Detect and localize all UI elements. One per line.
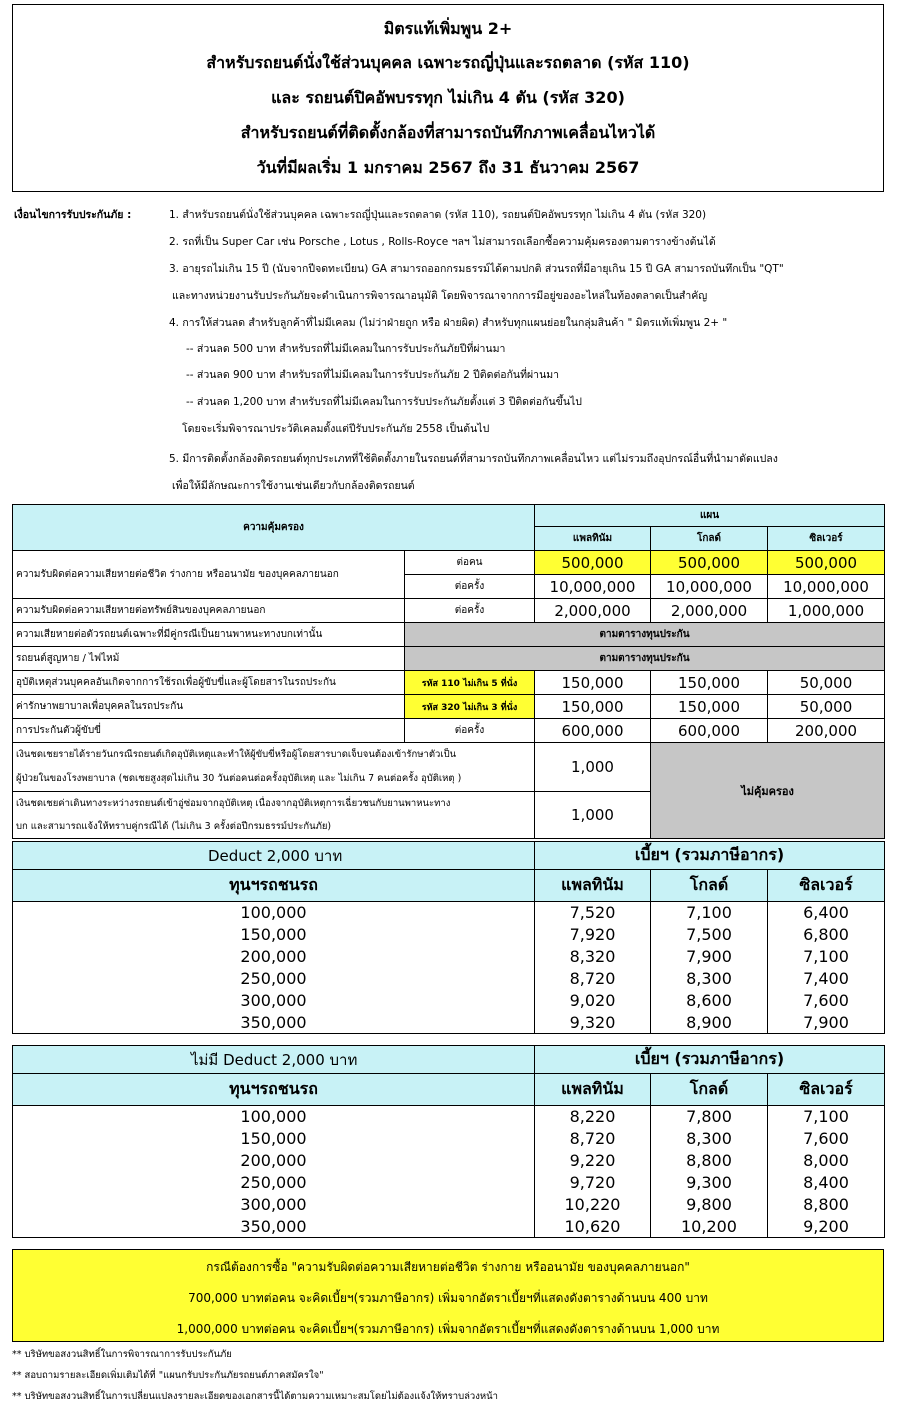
- premium-platinum-cell: 9,320: [535, 1012, 651, 1034]
- medical-gold: 150,000: [651, 695, 768, 719]
- life-per-person-silver: 500,000: [768, 551, 885, 575]
- sum-insured-cell: 350,000: [13, 1216, 535, 1238]
- code-110-seat-note: รหัส 110 ไม่เกิน 5 ที่นั่ง: [405, 671, 535, 695]
- condition-line: -- ส่วนลด 900 บาท สำหรับรถที่ไม่มีเคลมในการรับประกันภัย 2 ปีติดต่อกันที่ผ่านมา: [186, 369, 560, 381]
- plan-gold-header: โกลด์: [651, 527, 768, 551]
- premium-platinum-cell: 9,220: [535, 1150, 651, 1172]
- plan-silver-header: ซิลเวอร์: [768, 527, 885, 551]
- coverage-header: ความคุ้มครอง: [13, 505, 535, 551]
- accident-platinum: 150,000: [535, 671, 651, 695]
- premium-gold-cell: 7,900: [651, 946, 768, 968]
- unit-per-time: ต่อครั้ง: [405, 599, 535, 623]
- premium-platinum-cell: 10,620: [535, 1216, 651, 1238]
- travel-compensation-value: 1,000: [535, 792, 651, 839]
- condition-line: โดยจะเริ่มพิจารณาประวัติเคลมตั้งแต่ปีรับประกันภัย 2558 เป็นต้นไป: [182, 423, 490, 435]
- property-silver: 1,000,000: [768, 599, 885, 623]
- premium-platinum-cell: 8,720: [535, 968, 651, 990]
- table-row: [13, 1194, 885, 1216]
- condition-line: 1. สำหรับรถยนต์นั่งใช้ส่วนบุคคล เฉพาะรถญี่ปุ่นและรถตลาด (รหัส 110), รถยนต์ปิคอัพบรรทุก ไม่เกิน 4 ตัน (รหัส 320): [169, 209, 707, 221]
- daily-compensation-label-line1: เงินชดเชยรายได้รายวันกรณีรถยนต์เกิดอุบัติเหตุและทำให้ผู้ขับขี่หรือผู้โดยสารบาดเจ็บจนต้องเข้ารักษาตัวเป็น: [16, 749, 457, 760]
- bail-silver: 200,000: [768, 719, 885, 743]
- vehicle-damage-label: ความเสียหายต่อตัวรถยนต์เฉพาะที่มีคู่กรณีเป็นยานพาหนะทางบกเท่านั้น: [13, 623, 405, 647]
- table-row: [13, 902, 885, 924]
- sum-insured-cell: 350,000: [13, 1012, 535, 1034]
- sum-insured-cell: 250,000: [13, 968, 535, 990]
- unit-per-time: ต่อครั้ง: [405, 575, 535, 599]
- title-box: [12, 4, 884, 192]
- premium-silver-cell: 7,600: [768, 1128, 885, 1150]
- premium-gold-cell: 7,500: [651, 924, 768, 946]
- premium-platinum-cell: 10,220: [535, 1194, 651, 1216]
- driver-bail-label: การประกันตัวผู้ขับขี่: [13, 719, 405, 743]
- accident-gold: 150,000: [651, 671, 768, 695]
- life-per-time-silver: 10,000,000: [768, 575, 885, 599]
- premium-silver-cell: 8,800: [768, 1194, 885, 1216]
- bail-platinum: 600,000: [535, 719, 651, 743]
- life-per-time-platinum: 10,000,000: [535, 575, 651, 599]
- premium-gold-cell: 7,800: [651, 1106, 768, 1128]
- travel-compensation-label-line1: เงินชดเชยค่าเดินทางระหว่างรถยนต์เข้าอู่ซ่อมจากอุบัติเหตุ เนื่องจากอุบัติเหตุการเฉี่ยวชนกับยานพาหนะทาง: [16, 798, 451, 809]
- loss-fire-value: ตามตารางทุนประกัน: [405, 647, 885, 671]
- title-vehicle-code-320: และ รถยนต์ปิคอัพบรรทุก ไม่เกิน 4 ตัน (รหัส 320): [271, 88, 625, 107]
- vehicle-damage-value: ตามตารางทุนประกัน: [405, 623, 885, 647]
- daily-compensation-label-line2: ผู้ป่วยในของโรงพยาบาล (ชดเชยสูงสุดไม่เกิน 30 วันต่อคนต่อครั้งอุบัติเหตุ และ ไม่เกิน 7 คนต่อครั้ง อุบัติเหตุ ): [16, 773, 462, 784]
- premium-platinum-cell: 8,220: [535, 1106, 651, 1128]
- loss-fire-label: รถยนต์สูญหาย / ไฟไหม้: [13, 647, 405, 671]
- premium-silver-cell: 7,100: [768, 1106, 885, 1128]
- coverage-table: [12, 504, 885, 839]
- premium-gold-cell: 9,300: [651, 1172, 768, 1194]
- plan-gold-header: โกลด์: [651, 1074, 768, 1106]
- medical-expense-label: ค่ารักษาพยาบาลเพื่อบุคคลในรถประกัน: [13, 695, 405, 719]
- medical-silver: 50,000: [768, 695, 885, 719]
- footnote: ** บริษัทขอสงวนสิทธิ์ในการเปลี่ยนแปลงรายละเอียดของเอกสารนี้ได้ตามความเหมาะสมโดยไม่ต้องแจ้งให้ทราบล่วงหน้า: [12, 1391, 498, 1402]
- accident-silver: 50,000: [768, 671, 885, 695]
- conditions-section: [14, 200, 884, 500]
- life-liability-label: ความรับผิดต่อความเสียหายต่อชีวิต ร่างกาย หรืออนามัย ของบุคคลภายนอก: [13, 551, 405, 599]
- premium-silver-cell: 6,800: [768, 924, 885, 946]
- table-row: [13, 1128, 885, 1150]
- title-camera-condition: สำหรับรถยนต์ที่ติดตั้งกล้องที่สามารถบันทึกภาพเคลื่อนไหวได้: [240, 123, 656, 142]
- extra-note-line2: 700,000 บาทต่อคน จะคิดเบี้ยฯ(รวมภาษีอากร) เพิ่มจากอัตราเบี้ยฯที่แสดงดังตารางด้านบน 400 บาท: [188, 1291, 708, 1305]
- table-row: [13, 1106, 885, 1128]
- premium-silver-cell: 8,400: [768, 1172, 885, 1194]
- sum-insured-cell: 200,000: [13, 1150, 535, 1172]
- footnote: ** บริษัทขอสงวนสิทธิ์ในการพิจารณาการรับประกันภัย: [12, 1349, 232, 1360]
- property-platinum: 2,000,000: [535, 599, 651, 623]
- premium-platinum-cell: 9,720: [535, 1172, 651, 1194]
- sum-insured-cell: 200,000: [13, 946, 535, 968]
- sum-insured-cell: 100,000: [13, 902, 535, 924]
- table-row: [13, 1216, 885, 1238]
- premium-gold-cell: 8,600: [651, 990, 768, 1012]
- condition-line: 4. การให้ส่วนลด สำหรับลูกค้าที่ไม่มีเคลม (ไม่ว่าฝ่ายถูก หรือ ฝ่ายผิด) สำหรับทุกแผนย่อยในกลุ่มสินค้า " มิตรแท้เพิ่มพูน 2+ ": [169, 317, 728, 329]
- table-row: [13, 990, 885, 1012]
- travel-compensation-label-line2: บก และสามารถแจ้งให้ทราบคู่กรณีได้ (ไม่เกิน 3 ครั้งต่อปีกรมธรรม์ประกันภัย): [16, 821, 332, 832]
- footnote: ** สอบถามรายละเอียดเพิ่มเติมได้ที่ "แผนกรับประกันภัยรถยนต์ภาคสมัครใจ": [12, 1370, 324, 1381]
- table-row: [13, 946, 885, 968]
- title-product-name: มิตรแท้เพิ่มพูน 2+: [383, 19, 513, 38]
- table-row: [13, 924, 885, 946]
- premium-gold-cell: 8,800: [651, 1150, 768, 1172]
- premium-platinum-cell: 7,520: [535, 902, 651, 924]
- premium-silver-cell: 7,100: [768, 946, 885, 968]
- premium-silver-cell: 8,000: [768, 1150, 885, 1172]
- condition-line: เพื่อให้มีลักษณะการใช้งานเช่นเดียวกับกล้องติดรถยนต์: [172, 480, 415, 492]
- sum-insured-header: ทุนฯรถชนรถ: [13, 870, 535, 902]
- condition-line: 5. มีการติดตั้งกล้องติดรถยนต์ทุกประเภทที่ใช้ติดตั้งภายในรถยนต์ที่สามารถบันทึกภาพเคลื่อนไหว แต่ไม่รวมถึงอุปกรณ์อื่นที่นำมาดัดแปลง: [169, 453, 778, 465]
- sum-insured-cell: 150,000: [13, 924, 535, 946]
- plan-silver-header: ซิลเวอร์: [768, 870, 885, 902]
- not-covered-cell: ไม่คุ้มครอง: [651, 743, 885, 839]
- daily-compensation-value: 1,000: [535, 743, 651, 792]
- premium-table-deduct: [12, 841, 885, 1034]
- premium-platinum-cell: 8,320: [535, 946, 651, 968]
- premium-gold-cell: 8,900: [651, 1012, 768, 1034]
- plan-platinum-header: แพลทินัม: [535, 1074, 651, 1106]
- sum-insured-cell: 150,000: [13, 1128, 535, 1150]
- condition-line: 3. อายุรถไม่เกิน 15 ปี (นับจากปีจดทะเบียน) GA สามารถออกกรมธรรม์ได้ตามปกติ ส่วนรถที่มีอายุเกิน 15 ปี GA สามารถบันทึกเป็น "QT": [169, 263, 784, 275]
- sum-insured-cell: 300,000: [13, 990, 535, 1012]
- extra-note-line3: 1,000,000 บาทต่อคน จะคิดเบี้ยฯ(รวมภาษีอากร) เพิ่มจากอัตราเบี้ยฯที่แสดงดังตารางด้านบน 1,000 บาท: [176, 1322, 720, 1336]
- title-effective-date: วันที่มีผลเริ่ม 1 มกราคม 2567 ถึง 31 ธันวาคม 2567: [256, 158, 640, 177]
- premium-platinum-cell: 7,920: [535, 924, 651, 946]
- travel-compensation-label: [13, 792, 535, 839]
- premium-gold-cell: 7,100: [651, 902, 768, 924]
- premium-silver-cell: 7,600: [768, 990, 885, 1012]
- plan-platinum-header: แพลทินัม: [535, 527, 651, 551]
- sum-insured-cell: 250,000: [13, 1172, 535, 1194]
- plan-platinum-header: แพลทินัม: [535, 870, 651, 902]
- sum-insured-cell: 100,000: [13, 1106, 535, 1128]
- table-row: [13, 1012, 885, 1034]
- personal-accident-label: อุบัติเหตุส่วนบุคคลอันเกิดจากการใช้รถเพื่อผู้ขับขี่และผู้โดยสารในรถประกัน: [13, 671, 405, 695]
- deduct-title: Deduct 2,000 บาท: [13, 842, 535, 870]
- unit-per-person: ต่อคน: [405, 551, 535, 575]
- premium-silver-cell: 6,400: [768, 902, 885, 924]
- conditions-label: เงื่อนไขการรับประกันภัย :: [14, 209, 132, 221]
- life-per-person-gold: 500,000: [651, 551, 768, 575]
- title-vehicle-code-110: สำหรับรถยนต์นั่งใช้ส่วนบุคคล เฉพาะรถญี่ปุ่นและรถตลาด (รหัส 110): [206, 53, 690, 72]
- premium-silver-cell: 7,900: [768, 1012, 885, 1034]
- premium-header: เบี้ยฯ (รวมภาษีอากร): [535, 1046, 885, 1074]
- premium-header: เบี้ยฯ (รวมภาษีอากร): [535, 842, 885, 870]
- premium-platinum-cell: 9,020: [535, 990, 651, 1012]
- plan-header: แผน: [535, 505, 885, 527]
- plan-silver-header: ซิลเวอร์: [768, 1074, 885, 1106]
- condition-line: -- ส่วนลด 500 บาท สำหรับรถที่ไม่มีเคลมในการรับประกันภัยปีที่ผ่านมา: [186, 343, 506, 355]
- code-320-seat-note: รหัส 320 ไม่เกิน 3 ที่นั่ง: [405, 695, 535, 719]
- extra-coverage-note: [12, 1249, 884, 1342]
- premium-gold-cell: 9,800: [651, 1194, 768, 1216]
- condition-line: -- ส่วนลด 1,200 บาท สำหรับรถที่ไม่มีเคลมในการรับประกันภัยตั้งแต่ 3 ปีติดต่อกันขึ้นไป: [186, 396, 582, 408]
- medical-platinum: 150,000: [535, 695, 651, 719]
- premium-platinum-cell: 8,720: [535, 1128, 651, 1150]
- table-row: [13, 1172, 885, 1194]
- premium-gold-cell: 8,300: [651, 1128, 768, 1150]
- unit-per-time: ต่อครั้ง: [405, 719, 535, 743]
- premium-silver-cell: 7,400: [768, 968, 885, 990]
- life-per-person-platinum: 500,000: [535, 551, 651, 575]
- table-row: [13, 1150, 885, 1172]
- property-liability-label: ความรับผิดต่อความเสียหายต่อทรัพย์สินของบุคคลภายนอก: [13, 599, 405, 623]
- premium-gold-cell: 10,200: [651, 1216, 768, 1238]
- life-per-time-gold: 10,000,000: [651, 575, 768, 599]
- table-row: [13, 968, 885, 990]
- sum-insured-header: ทุนฯรถชนรถ: [13, 1074, 535, 1106]
- premium-gold-cell: 8,300: [651, 968, 768, 990]
- premium-table-no-deduct: [12, 1045, 885, 1238]
- daily-compensation-label: [13, 743, 535, 792]
- property-gold: 2,000,000: [651, 599, 768, 623]
- condition-line: 2. รถที่เป็น Super Car เช่น Porsche , Lotus , Rolls-Royce ฯลฯ ไม่สามารถเลือกซื้อความคุ้มครองตามตารางข้างต้นได้: [169, 236, 716, 248]
- extra-note-line1: กรณีต้องการซื้อ "ความรับผิดต่อความเสียหายต่อชีวิต ร่างกาย หรืออนามัย ของบุคคลภายนอก": [206, 1260, 690, 1274]
- bail-gold: 600,000: [651, 719, 768, 743]
- no-deduct-title: ไม่มี Deduct 2,000 บาท: [13, 1046, 535, 1074]
- sum-insured-cell: 300,000: [13, 1194, 535, 1216]
- condition-line: และทางหน่วยงานรับประกันภัยจะดำเนินการพิจารณาอนุมัติ โดยพิจารณาจากการมีอยู่ของอะไหล่ในท้องตลาดเป็นสำคัญ: [172, 290, 708, 302]
- plan-gold-header: โกลด์: [651, 870, 768, 902]
- premium-silver-cell: 9,200: [768, 1216, 885, 1238]
